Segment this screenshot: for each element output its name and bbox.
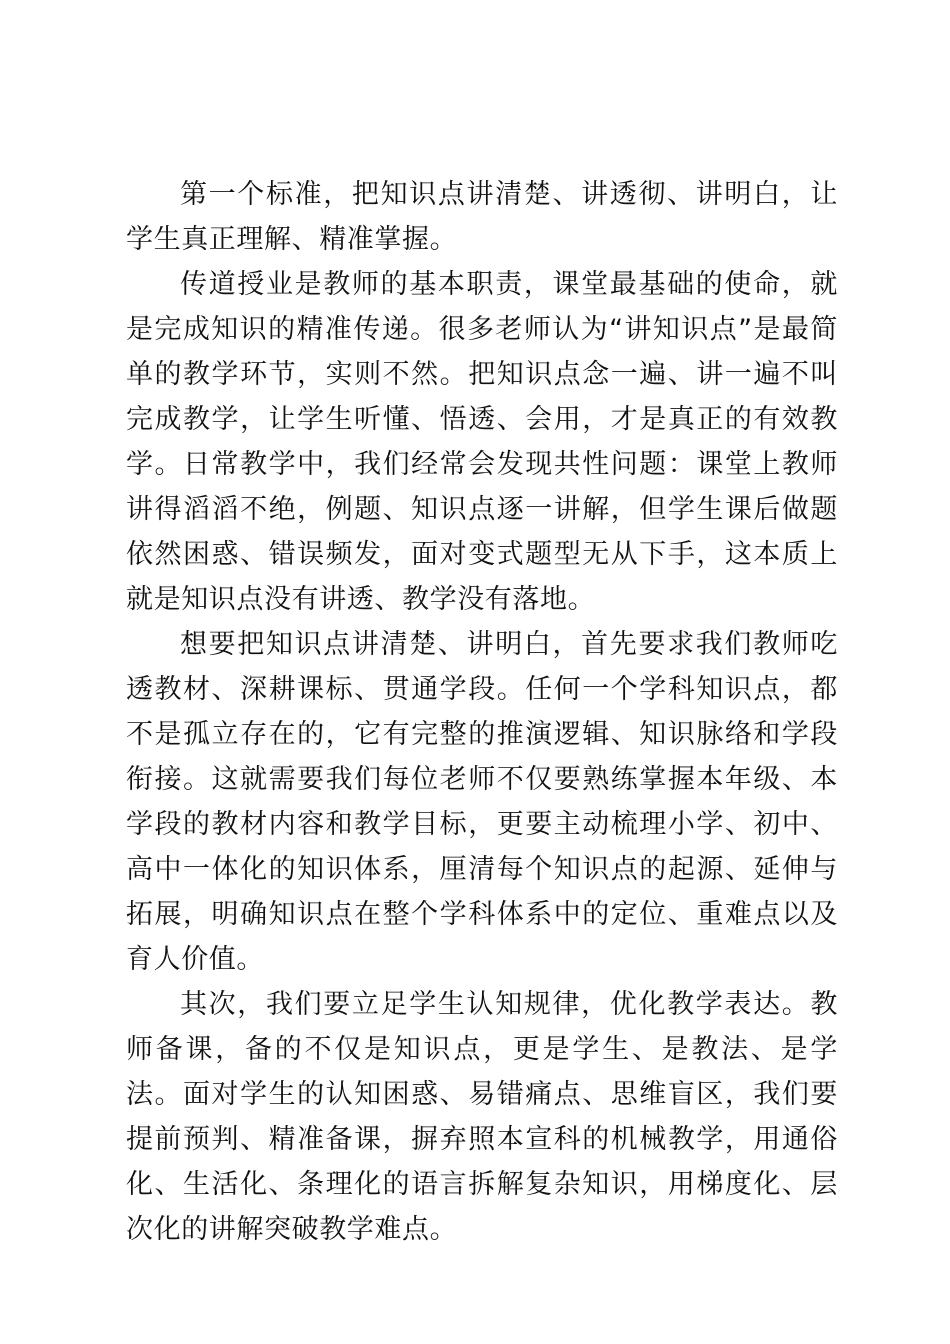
paragraph-4: 其次，我们要立足学生认知规律，优化教学表达。教师备课，备的不仅是知识点，更是学生、是教法、是学法。面对学生的认知困惑、易错痛点、思维盲区，我们要提前预判、精准备课，摒弃照本宣科的机械教学，用通俗化、生活化、条理化的语言拆解复杂知识，用梯度化、层次化的讲解突破教学难点。 (126, 989, 838, 1245)
paragraph-3: 想要把知识点讲清楚、讲明白，首先要求我们教师吃透教材、深耕课标、贯通学段。任何一个学科知识点，都不是孤立存在的，它有完整的推演逻辑、知识脉络和学段衔接。这就需要我们每位老师不仅要熟练掌握本年级、本学段的教材内容和教学目标，更要主动梳理小学、初中、高中一体化的知识体系，厘清每个知识点的起源、延伸与拓展，明确知识点在整个学科体系中的定位、重难点以及育人价值。 (126, 629, 838, 975)
paragraph-1: 第一个标准，把知识点讲清楚、讲透彻、讲明白，让学生真正理解、精准掌握。 (126, 179, 838, 255)
document-body (126, 172, 838, 1252)
paragraph-2: 传道授业是教师的基本职责，课堂最基础的使命，就是完成知识的精准传递。很多老师认为“讲知识点”是最简单的教学环节，实则不然。把知识点念一遍、讲一遍不叫完成教学，让学生听懂、悟透、会用，才是真正的有效教学。日常教学中，我们经常会发现共性问题：课堂上教师讲得滔滔不绝，例题、知识点逐一讲解，但学生课后做题依然困惑、错误频发，面对变式题型无从下手，这本质上就是知识点没有讲透、教学没有落地。 (126, 269, 838, 615)
